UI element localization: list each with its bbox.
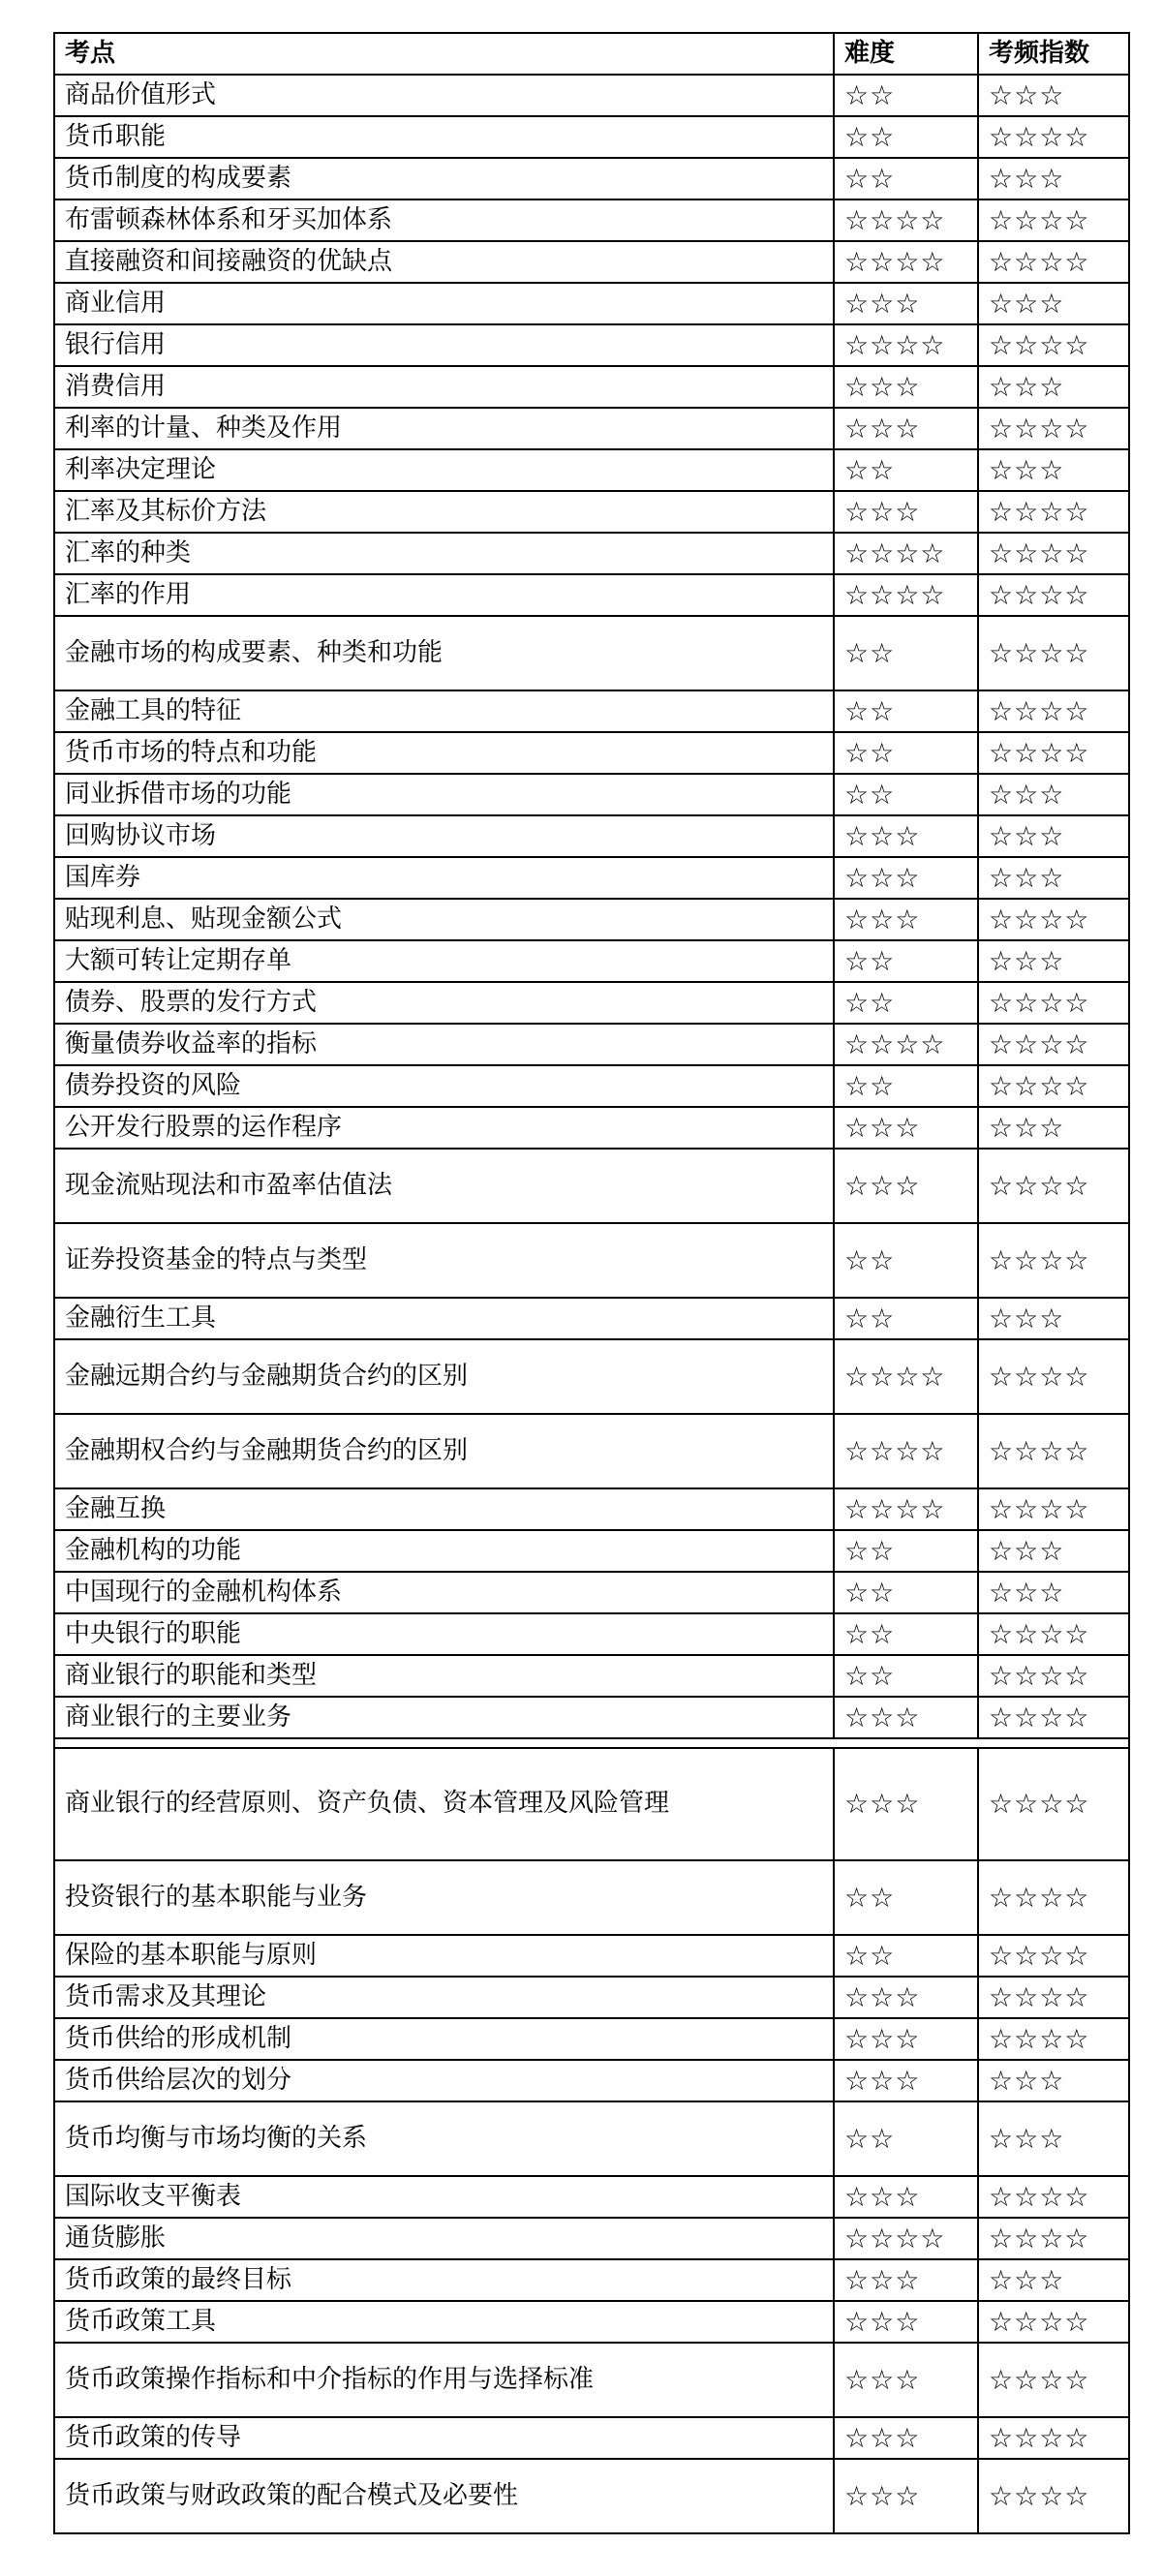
table-row bbox=[54, 940, 1129, 982]
topic-cell: 商业信用 bbox=[54, 283, 834, 324]
frequency-stars: ☆☆☆☆ bbox=[978, 533, 1129, 574]
header-topic: 考点 bbox=[54, 33, 834, 75]
table-row bbox=[54, 116, 1129, 158]
topic-cell: 大额可转让定期存单 bbox=[54, 940, 834, 982]
frequency-stars: ☆☆☆☆ bbox=[978, 1748, 1129, 1860]
topic-cell: 汇率的作用 bbox=[54, 574, 834, 616]
table-row bbox=[54, 982, 1129, 1024]
difficulty-stars: ☆☆☆ bbox=[834, 491, 978, 533]
table-row bbox=[54, 1860, 1129, 1935]
difficulty-stars: ☆☆☆ bbox=[834, 2176, 978, 2218]
topic-cell: 证券投资基金的特点与类型 bbox=[54, 1223, 834, 1298]
difficulty-stars: ☆☆☆☆ bbox=[834, 1024, 978, 1065]
table-row bbox=[54, 2176, 1129, 2218]
topic-cell: 银行信用 bbox=[54, 324, 834, 366]
topic-cell: 汇率的种类 bbox=[54, 533, 834, 574]
topic-cell: 保险的基本职能与原则 bbox=[54, 1935, 834, 1977]
frequency-stars: ☆☆☆☆ bbox=[978, 982, 1129, 1024]
frequency-stars: ☆☆☆☆ bbox=[978, 1977, 1129, 2018]
difficulty-stars: ☆☆☆ bbox=[834, 857, 978, 899]
topic-cell: 商业银行的主要业务 bbox=[54, 1697, 834, 1738]
table-row bbox=[54, 1748, 1129, 1860]
frequency-stars: ☆☆☆☆ bbox=[978, 1223, 1129, 1298]
table-row bbox=[54, 2018, 1129, 2060]
table-row bbox=[54, 199, 1129, 241]
topic-cell: 货币均衡与市场均衡的关系 bbox=[54, 2101, 834, 2176]
table-row bbox=[54, 1223, 1129, 1298]
table-row bbox=[54, 1935, 1129, 1977]
header-frequency: 考频指数 bbox=[978, 33, 1129, 75]
frequency-stars: ☆☆☆☆ bbox=[978, 2218, 1129, 2259]
difficulty-stars: ☆☆☆☆ bbox=[834, 1339, 978, 1414]
topic-cell: 货币职能 bbox=[54, 116, 834, 158]
topic-cell: 回购协议市场 bbox=[54, 815, 834, 857]
difficulty-stars: ☆☆☆☆ bbox=[834, 533, 978, 574]
topic-cell: 通货膨胀 bbox=[54, 2218, 834, 2259]
frequency-stars: ☆☆☆ bbox=[978, 158, 1129, 199]
table-row bbox=[54, 774, 1129, 815]
frequency-stars: ☆☆☆☆ bbox=[978, 1697, 1129, 1738]
topic-cell: 公开发行股票的运作程序 bbox=[54, 1107, 834, 1149]
difficulty-stars: ☆☆ bbox=[834, 1298, 978, 1339]
frequency-stars: ☆☆☆☆ bbox=[978, 899, 1129, 940]
table-row bbox=[54, 533, 1129, 574]
difficulty-stars: ☆☆ bbox=[834, 158, 978, 199]
difficulty-stars: ☆☆☆☆ bbox=[834, 199, 978, 241]
table-row bbox=[54, 1414, 1129, 1488]
frequency-stars: ☆☆☆☆ bbox=[978, 1149, 1129, 1223]
topic-cell: 货币供给的形成机制 bbox=[54, 2018, 834, 2060]
topic-cell: 债券、股票的发行方式 bbox=[54, 982, 834, 1024]
table-row bbox=[54, 2218, 1129, 2259]
table-row bbox=[54, 241, 1129, 283]
frequency-stars: ☆☆☆☆ bbox=[978, 2301, 1129, 2343]
difficulty-stars: ☆☆☆ bbox=[834, 1697, 978, 1738]
difficulty-stars: ☆☆☆☆ bbox=[834, 1488, 978, 1530]
table-row bbox=[54, 449, 1129, 491]
exam-topics-table bbox=[53, 32, 1130, 2534]
difficulty-stars: ☆☆☆ bbox=[834, 1149, 978, 1223]
frequency-stars: ☆☆☆ bbox=[978, 940, 1129, 982]
difficulty-stars: ☆☆☆ bbox=[834, 1748, 978, 1860]
frequency-stars: ☆☆☆☆ bbox=[978, 2459, 1129, 2533]
exam-topics-document bbox=[53, 32, 1128, 2534]
difficulty-stars: ☆☆ bbox=[834, 616, 978, 690]
difficulty-stars: ☆☆ bbox=[834, 1613, 978, 1655]
difficulty-stars: ☆☆ bbox=[834, 732, 978, 774]
table-row bbox=[54, 2417, 1129, 2459]
frequency-stars: ☆☆☆ bbox=[978, 366, 1129, 408]
frequency-stars: ☆☆☆ bbox=[978, 774, 1129, 815]
topic-cell: 商业银行的经营原则、资产负债、资本管理及风险管理 bbox=[54, 1748, 834, 1860]
topic-cell: 货币供给层次的划分 bbox=[54, 2060, 834, 2101]
frequency-stars: ☆☆☆☆ bbox=[978, 491, 1129, 533]
frequency-stars: ☆☆☆☆ bbox=[978, 1339, 1129, 1414]
difficulty-stars: ☆☆☆ bbox=[834, 1107, 978, 1149]
frequency-stars: ☆☆☆ bbox=[978, 2259, 1129, 2301]
frequency-stars: ☆☆☆☆ bbox=[978, 1065, 1129, 1107]
topic-cell: 商品价值形式 bbox=[54, 75, 834, 116]
topic-cell: 投资银行的基本职能与业务 bbox=[54, 1860, 834, 1935]
difficulty-stars: ☆☆☆☆ bbox=[834, 324, 978, 366]
table-row bbox=[54, 616, 1129, 690]
table-row bbox=[54, 574, 1129, 616]
difficulty-stars: ☆☆☆ bbox=[834, 2459, 978, 2533]
frequency-stars: ☆☆☆☆ bbox=[978, 732, 1129, 774]
table-row bbox=[54, 2459, 1129, 2533]
difficulty-stars: ☆☆☆ bbox=[834, 408, 978, 449]
difficulty-stars: ☆☆ bbox=[834, 774, 978, 815]
table-body bbox=[54, 75, 1129, 2533]
topic-cell: 金融期权合约与金融期货合约的区别 bbox=[54, 1414, 834, 1488]
topic-cell: 金融机构的功能 bbox=[54, 1530, 834, 1572]
difficulty-stars: ☆☆☆ bbox=[834, 366, 978, 408]
table-row bbox=[54, 1024, 1129, 1065]
difficulty-stars: ☆☆ bbox=[834, 75, 978, 116]
difficulty-stars: ☆☆ bbox=[834, 1655, 978, 1697]
topic-cell: 货币政策的最终目标 bbox=[54, 2259, 834, 2301]
frequency-stars: ☆☆☆☆ bbox=[978, 690, 1129, 732]
topic-cell: 布雷顿森林体系和牙买加体系 bbox=[54, 199, 834, 241]
table-row bbox=[54, 732, 1129, 774]
frequency-stars: ☆☆☆☆ bbox=[978, 1860, 1129, 1935]
difficulty-stars: ☆☆☆ bbox=[834, 2060, 978, 2101]
difficulty-stars: ☆☆☆ bbox=[834, 2018, 978, 2060]
difficulty-stars: ☆☆☆ bbox=[834, 283, 978, 324]
difficulty-stars: ☆☆☆ bbox=[834, 2301, 978, 2343]
frequency-stars: ☆☆☆☆ bbox=[978, 2343, 1129, 2417]
topic-cell: 金融市场的构成要素、种类和功能 bbox=[54, 616, 834, 690]
topic-cell: 衡量债券收益率的指标 bbox=[54, 1024, 834, 1065]
frequency-stars: ☆☆☆☆ bbox=[978, 1613, 1129, 1655]
table-row bbox=[54, 1655, 1129, 1697]
difficulty-stars: ☆☆☆ bbox=[834, 1977, 978, 2018]
table-row bbox=[54, 1530, 1129, 1572]
difficulty-stars: ☆☆☆☆ bbox=[834, 574, 978, 616]
topic-cell: 贴现利息、贴现金额公式 bbox=[54, 899, 834, 940]
topic-cell: 现金流贴现法和市盈率估值法 bbox=[54, 1149, 834, 1223]
difficulty-stars: ☆☆ bbox=[834, 1860, 978, 1935]
frequency-stars: ☆☆☆☆ bbox=[978, 1488, 1129, 1530]
table-row bbox=[54, 1488, 1129, 1530]
table-row bbox=[54, 1107, 1129, 1149]
table-row bbox=[54, 1572, 1129, 1613]
table-row bbox=[54, 1613, 1129, 1655]
topic-cell: 中国现行的金融机构体系 bbox=[54, 1572, 834, 1613]
topic-cell: 金融工具的特征 bbox=[54, 690, 834, 732]
topic-cell: 同业拆借市场的功能 bbox=[54, 774, 834, 815]
difficulty-stars: ☆☆☆ bbox=[834, 899, 978, 940]
topic-cell: 货币政策操作指标和中介指标的作用与选择标准 bbox=[54, 2343, 834, 2417]
table-row bbox=[54, 1065, 1129, 1107]
table-row bbox=[54, 158, 1129, 199]
frequency-stars: ☆☆☆ bbox=[978, 283, 1129, 324]
frequency-stars: ☆☆☆ bbox=[978, 2060, 1129, 2101]
difficulty-stars: ☆☆☆ bbox=[834, 2259, 978, 2301]
topic-cell: 国际收支平衡表 bbox=[54, 2176, 834, 2218]
table-row bbox=[54, 408, 1129, 449]
topic-cell: 货币政策工具 bbox=[54, 2301, 834, 2343]
frequency-stars: ☆☆☆ bbox=[978, 1530, 1129, 1572]
difficulty-stars: ☆☆ bbox=[834, 449, 978, 491]
table-header-row bbox=[54, 33, 1129, 75]
table-row bbox=[54, 2259, 1129, 2301]
topic-cell: 消费信用 bbox=[54, 366, 834, 408]
difficulty-stars: ☆☆ bbox=[834, 1223, 978, 1298]
table-row bbox=[54, 815, 1129, 857]
frequency-stars: ☆☆☆☆ bbox=[978, 324, 1129, 366]
topic-cell: 国库券 bbox=[54, 857, 834, 899]
topic-cell: 利率的计量、种类及作用 bbox=[54, 408, 834, 449]
frequency-stars: ☆☆☆☆ bbox=[978, 408, 1129, 449]
frequency-stars: ☆☆☆ bbox=[978, 449, 1129, 491]
table-section-gap bbox=[54, 1738, 1129, 1748]
difficulty-stars: ☆☆☆ bbox=[834, 815, 978, 857]
header-difficulty: 难度 bbox=[834, 33, 978, 75]
table-row bbox=[54, 1149, 1129, 1223]
difficulty-stars: ☆☆ bbox=[834, 940, 978, 982]
frequency-stars: ☆☆☆☆ bbox=[978, 116, 1129, 158]
topic-cell: 汇率及其标价方法 bbox=[54, 491, 834, 533]
frequency-stars: ☆☆☆ bbox=[978, 75, 1129, 116]
table-row bbox=[54, 366, 1129, 408]
table-row bbox=[54, 899, 1129, 940]
table-row bbox=[54, 324, 1129, 366]
difficulty-stars: ☆☆ bbox=[834, 116, 978, 158]
frequency-stars: ☆☆☆ bbox=[978, 1107, 1129, 1149]
difficulty-stars: ☆☆☆ bbox=[834, 2417, 978, 2459]
table-row bbox=[54, 2343, 1129, 2417]
topic-cell: 商业银行的职能和类型 bbox=[54, 1655, 834, 1697]
frequency-stars: ☆☆☆☆ bbox=[978, 1655, 1129, 1697]
topic-cell: 直接融资和间接融资的优缺点 bbox=[54, 241, 834, 283]
topic-cell: 债券投资的风险 bbox=[54, 1065, 834, 1107]
frequency-stars: ☆☆☆☆ bbox=[978, 1414, 1129, 1488]
table-row bbox=[54, 1697, 1129, 1738]
table-row bbox=[54, 283, 1129, 324]
frequency-stars: ☆☆☆ bbox=[978, 2101, 1129, 2176]
difficulty-stars: ☆☆ bbox=[834, 982, 978, 1024]
table-row bbox=[54, 1298, 1129, 1339]
topic-cell: 中央银行的职能 bbox=[54, 1613, 834, 1655]
table-row bbox=[54, 2101, 1129, 2176]
table-row bbox=[54, 690, 1129, 732]
topic-cell: 金融衍生工具 bbox=[54, 1298, 834, 1339]
frequency-stars: ☆☆☆☆ bbox=[978, 1935, 1129, 1977]
table-row bbox=[54, 2060, 1129, 2101]
table-row bbox=[54, 1339, 1129, 1414]
difficulty-stars: ☆☆ bbox=[834, 1530, 978, 1572]
topic-cell: 金融远期合约与金融期货合约的区别 bbox=[54, 1339, 834, 1414]
frequency-stars: ☆☆☆☆ bbox=[978, 574, 1129, 616]
difficulty-stars: ☆☆ bbox=[834, 1065, 978, 1107]
frequency-stars: ☆☆☆☆ bbox=[978, 199, 1129, 241]
topic-cell: 利率决定理论 bbox=[54, 449, 834, 491]
frequency-stars: ☆☆☆☆ bbox=[978, 2417, 1129, 2459]
table-row bbox=[54, 491, 1129, 533]
table-row bbox=[54, 75, 1129, 116]
difficulty-stars: ☆☆☆☆ bbox=[834, 2218, 978, 2259]
difficulty-stars: ☆☆ bbox=[834, 2101, 978, 2176]
table-row bbox=[54, 857, 1129, 899]
frequency-stars: ☆☆☆☆ bbox=[978, 241, 1129, 283]
section-gap-cell bbox=[54, 1738, 1129, 1748]
table-row bbox=[54, 2301, 1129, 2343]
table-row bbox=[54, 1977, 1129, 2018]
frequency-stars: ☆☆☆ bbox=[978, 815, 1129, 857]
frequency-stars: ☆☆☆☆ bbox=[978, 1024, 1129, 1065]
frequency-stars: ☆☆☆☆ bbox=[978, 2018, 1129, 2060]
topic-cell: 货币政策与财政政策的配合模式及必要性 bbox=[54, 2459, 834, 2533]
difficulty-stars: ☆☆ bbox=[834, 1935, 978, 1977]
topic-cell: 货币制度的构成要素 bbox=[54, 158, 834, 199]
topic-cell: 货币政策的传导 bbox=[54, 2417, 834, 2459]
difficulty-stars: ☆☆☆☆ bbox=[834, 1414, 978, 1488]
difficulty-stars: ☆☆ bbox=[834, 1572, 978, 1613]
frequency-stars: ☆☆☆ bbox=[978, 857, 1129, 899]
frequency-stars: ☆☆☆ bbox=[978, 1298, 1129, 1339]
topic-cell: 货币市场的特点和功能 bbox=[54, 732, 834, 774]
topic-cell: 金融互换 bbox=[54, 1488, 834, 1530]
difficulty-stars: ☆☆☆ bbox=[834, 2343, 978, 2417]
frequency-stars: ☆☆☆☆ bbox=[978, 616, 1129, 690]
topic-cell: 货币需求及其理论 bbox=[54, 1977, 834, 2018]
difficulty-stars: ☆☆☆☆ bbox=[834, 241, 978, 283]
difficulty-stars: ☆☆ bbox=[834, 690, 978, 732]
frequency-stars: ☆☆☆☆ bbox=[978, 2176, 1129, 2218]
frequency-stars: ☆☆☆ bbox=[978, 1572, 1129, 1613]
